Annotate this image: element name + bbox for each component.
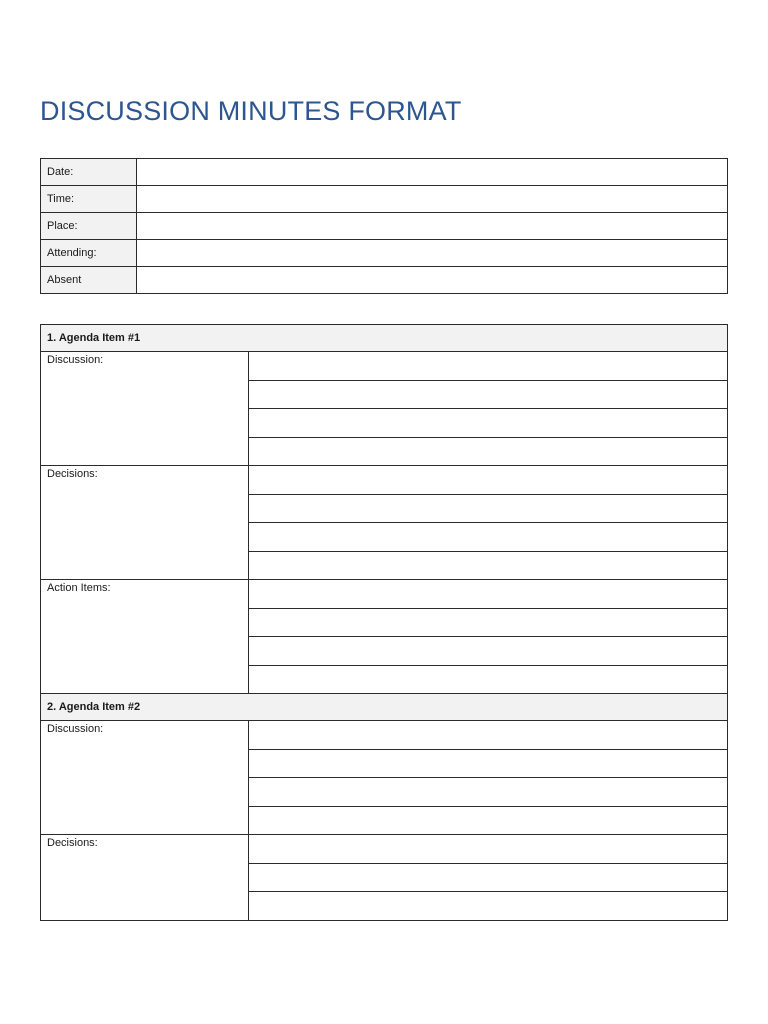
notes-line-field[interactable] <box>249 637 728 666</box>
notes-line-field[interactable] <box>249 352 728 381</box>
notes-line-field[interactable] <box>249 863 728 892</box>
notes-line-field[interactable] <box>249 380 728 409</box>
notes-line-field[interactable] <box>249 466 728 495</box>
info-label: Date: <box>41 159 137 186</box>
notes-line-field[interactable] <box>249 665 728 694</box>
info-row <box>41 267 728 294</box>
notes-line-field[interactable] <box>249 409 728 438</box>
page-title: DISCUSSION MINUTES FORMAT <box>40 96 462 126</box>
notes-line-field[interactable] <box>249 580 728 609</box>
agenda-table <box>40 324 728 921</box>
info-row <box>41 186 728 213</box>
notes-line-field[interactable] <box>249 835 728 864</box>
agenda-line-row <box>41 352 728 381</box>
agenda-item-header: 1. Agenda Item #1 <box>41 325 728 352</box>
agenda-line-row <box>41 466 728 495</box>
section-label: Discussion: <box>41 721 249 835</box>
notes-line-field[interactable] <box>249 494 728 523</box>
notes-line-field[interactable] <box>249 608 728 637</box>
info-row <box>41 240 728 267</box>
agenda-item-header-row <box>41 325 728 352</box>
info-value-field[interactable] <box>137 267 728 294</box>
info-label: Absent <box>41 267 137 294</box>
info-value-field[interactable] <box>137 159 728 186</box>
info-label: Attending: <box>41 240 137 267</box>
section-label: Decisions: <box>41 466 249 580</box>
info-row <box>41 213 728 240</box>
agenda-item-header-row <box>41 694 728 721</box>
info-value-field[interactable] <box>137 213 728 240</box>
agenda-line-row <box>41 835 728 864</box>
notes-line-field[interactable] <box>249 437 728 466</box>
notes-line-field[interactable] <box>249 778 728 807</box>
notes-line-field[interactable] <box>249 551 728 580</box>
agenda-line-row <box>41 721 728 750</box>
notes-line-field[interactable] <box>249 806 728 835</box>
notes-line-field[interactable] <box>249 721 728 750</box>
info-label: Place: <box>41 213 137 240</box>
agenda-item-header: 2. Agenda Item #2 <box>41 694 728 721</box>
section-label: Discussion: <box>41 352 249 466</box>
notes-line-field[interactable] <box>249 892 728 921</box>
meeting-info-table <box>40 158 728 294</box>
agenda-line-row <box>41 580 728 609</box>
info-value-field[interactable] <box>137 240 728 267</box>
info-row <box>41 159 728 186</box>
notes-line-field[interactable] <box>249 749 728 778</box>
notes-line-field[interactable] <box>249 523 728 552</box>
section-label: Decisions: <box>41 835 249 921</box>
section-label: Action Items: <box>41 580 249 694</box>
info-label: Time: <box>41 186 137 213</box>
info-value-field[interactable] <box>137 186 728 213</box>
